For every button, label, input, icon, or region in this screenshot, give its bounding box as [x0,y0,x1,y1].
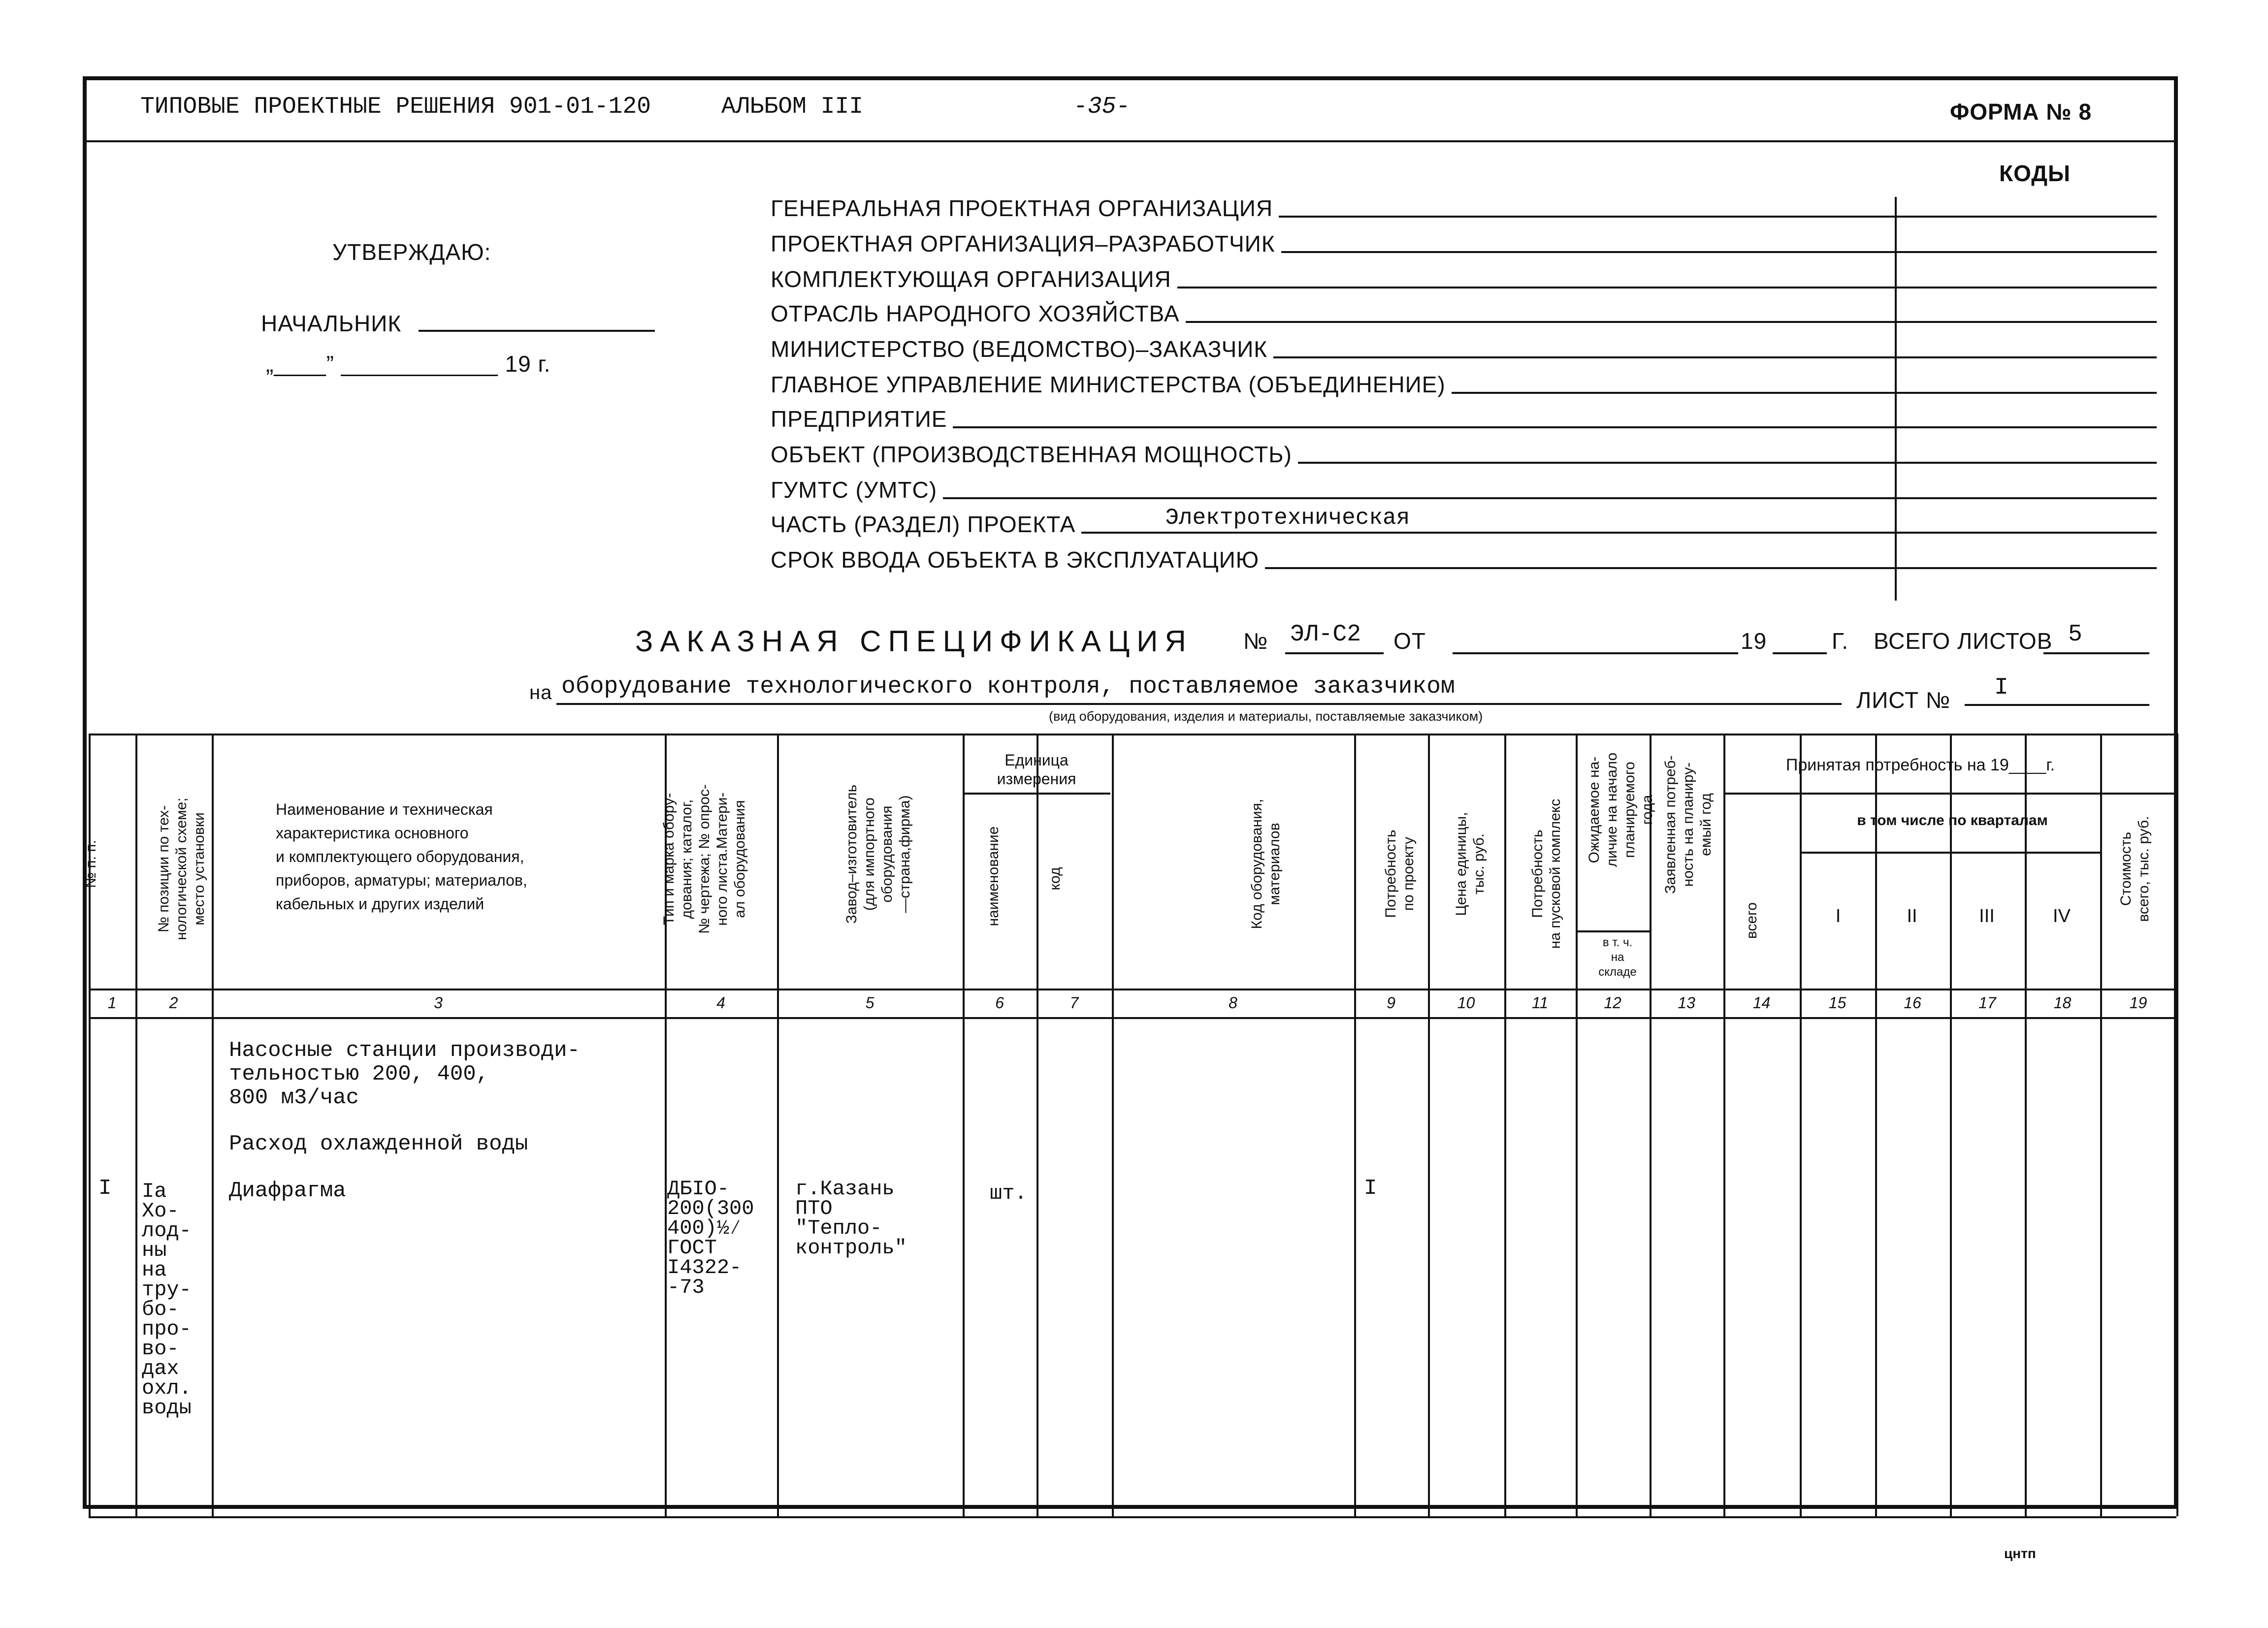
org-field-row [771,192,2157,222]
org-field-row [771,543,2157,573]
table-col-line [1112,734,1114,1516]
col7-header: код [1047,867,1063,891]
col16-header: II [1907,906,1917,926]
spec-year-label: 19 [1741,628,1767,654]
org-field-line[interactable] [1281,251,2157,253]
row1-num: I [98,1176,112,1201]
col19-header: Стоимость всего, тыс. руб. [2118,816,2152,922]
org-field-row [771,333,2157,362]
row1-position: Iа Хо- лод- ны на тру- бо- про- во- дах охл. воды [142,1180,192,1420]
org-field-line[interactable] [1177,287,2157,288]
spec-date-line [1453,652,1738,654]
row1-manufacturer: г.Казань ПТО "Тепло- контроль" [795,1177,907,1260]
row1-heading: Насосные станции производи- тельностью 200, 400, 800 м3/час [229,1038,580,1110]
column-number: 10 [1457,994,1475,1012]
column-number: 17 [1978,994,1996,1012]
org-field-label: ПРОЕКТНАЯ ОРГАНИЗАЦИЯ–РАЗРАБОТЧИК [771,231,1275,256]
table-col-line [777,734,779,1516]
column-number: 15 [1828,994,1847,1012]
org-field-label: ОБЪЕКТ (ПРОИЗВОДСТВЕННАЯ МОЩНОСТЬ) [771,442,1292,467]
col8-header: Код оборудования, материалов [1249,798,1283,929]
table-col-line [1875,734,1877,1516]
column-number: 13 [1678,994,1695,1012]
org-field-label: ГЛАВНОЕ УПРАВЛЕНИЕ МИНИСТЕРСТВА (ОБЪЕДИНЕНИЕ) [771,372,1446,397]
row1-name: Диафрагма [229,1179,346,1203]
column-number: 5 [865,994,875,1012]
spec-number-line [1285,652,1384,654]
org-field-row [771,474,2157,503]
column-number: 19 [2129,994,2147,1012]
codes-label: КОДЫ [1999,160,2071,186]
column-number: 18 [2053,994,2072,1012]
spec-subject-caption: (вид оборудования, изделия и материалы, поставляемые заказчиком) [1049,709,1483,724]
accepted-group-header: Принятая потребность на 19____г. [1785,756,2055,774]
table-bottom-border [89,1516,2176,1518]
form-number: ФОРМА № 8 [1950,99,2092,125]
column-number: 7 [1069,994,1079,1012]
org-field-line[interactable] [1298,462,2157,464]
col3-header: Наименование и техническая характеристика основного и комплектующего оборудования, приборов, арматуры; материалов, кабельных и других изделий [276,800,527,913]
series-title: ТИПОВЫЕ ПРОЕКТНЫЕ РЕШЕНИЯ 901-01-120 [140,94,651,120]
org-field-label: МИНИСТЕРСТВО (ВЕДОМСТВО)–ЗАКАЗЧИК [771,336,1268,362]
spec-subject-line [556,703,1842,705]
org-field-value: Электротехническая [1165,505,1410,531]
col4-header: Тип и марка обору- дования; каталог, № чертежа; № опрос- ного листа.Матери- ал оборудования [661,784,748,934]
spec-year-suffix: Г. [1832,628,1849,654]
codes-divider [1895,197,1897,601]
header-divider [83,140,2178,142]
spec-subject: оборудование технологического контроля, поставляемое заказчиком [561,673,1455,700]
row1-quantity: I [1364,1176,1377,1201]
org-field-row [771,403,2157,432]
org-field-label: КОМПЛЕКТУЮЩАЯ ОРГАНИЗАЦИЯ [771,266,1171,292]
column-number: 11 [1531,994,1549,1012]
spec-on-label: на [529,682,552,703]
org-field-line[interactable] [943,497,2157,499]
page-number: -35- [1073,94,1131,120]
spec-year-line [1773,652,1827,654]
column-number: 12 [1604,994,1621,1012]
org-field-line[interactable] [1273,356,2157,358]
org-field-line[interactable] [1265,567,2157,569]
column-number: 6 [995,994,1004,1012]
row1-type: ДБIО- 200(300 400)½⁄ ГОСТ I4322- -73 [667,1177,754,1299]
spec-sheet-line [1965,704,2149,706]
column-number: 14 [1752,994,1771,1012]
org-field-line[interactable] [1279,216,2157,218]
approval-date: „____” ____________ 19 г. [266,351,551,377]
table-top-border [89,734,2176,735]
col11-header: Потребность на пусковой комплекс [1529,798,1563,949]
spec-number: ЭЛ-С2 [1290,621,1361,648]
col13-header: Заявленная потреб- ность на планиру- емый год [1662,755,1714,894]
org-field-row [771,297,2157,327]
table-colnum-bottom [89,1017,2176,1019]
org-field-line[interactable] [1081,505,2157,534]
table-col-line [1037,734,1038,1516]
unit-group-header: Единица измерения [997,751,1076,788]
col5-header: Завод–изготовитель (для импортного оборудования —страна,фирма) [843,784,913,924]
column-number: 1 [107,994,117,1012]
spec-sheet: I [1994,674,2009,701]
org-field-line[interactable] [953,426,2157,428]
org-field-row [771,263,2157,292]
col15-header: I [1835,906,1841,926]
column-number: 16 [1904,994,1921,1012]
org-field-row [771,368,2157,398]
org-field-label: ГУМТС (УМТС) [771,477,938,503]
column-number: 4 [716,994,725,1012]
footer-stamp: цнтп [2004,1546,2036,1561]
org-field-label: ПРЕДПРИЯТИЕ [771,406,947,432]
table-col-line [2100,734,2102,1516]
chief-label: НАЧАЛЬНИК [261,311,402,336]
column-number: 9 [1387,994,1395,1012]
org-field-row [771,438,2157,468]
table-col-line [135,734,137,1516]
spec-from-label: ОТ [1393,628,1426,654]
approve-label: УТВЕРЖДАЮ: [332,239,491,265]
table-col-line [1950,734,1952,1516]
org-field-row [771,227,2157,257]
quarters-group-header: в том числе по кварталам [1857,812,2048,829]
col2-header: № позиции по тех- нологической схеме; место установки [156,798,207,940]
col17-header: III [1979,906,1995,926]
row1-unit: шт. [990,1181,1027,1205]
org-field-line[interactable] [1186,321,2157,323]
spec-total: 5 [2068,621,2082,648]
table-col-line [963,734,965,1516]
col6-header: наименование [985,826,1002,926]
spec-total-line [2043,652,2149,654]
quarters-group-line [1800,852,2100,854]
spec-title: ЗАКАЗНАЯ СПЕЦИФИКАЦИЯ [635,625,1193,658]
col18-header: IV [2053,906,2071,926]
table-col-line [1800,734,1802,1516]
column-number: 3 [434,994,443,1012]
org-field-line[interactable] [1452,392,2157,394]
spec-total-label: ВСЕГО ЛИСТОВ [1874,628,2053,654]
unit-group-line [963,793,1110,795]
org-field-row [771,505,2157,538]
spec-sheet-label: ЛИСТ № [1856,687,1951,713]
org-field-label: ГЕНЕРАЛЬНАЯ ПРОЕКТНАЯ ОРГАНИЗАЦИЯ [771,195,1273,221]
table-col-line [1354,734,1356,1516]
org-field-label: ОТРАСЛЬ НАРОДНОГО ХОЗЯЙСТВА [771,301,1180,326]
table-col-line [2025,734,2027,1516]
col12-subheader: в т. ч. на складе [1598,936,1637,979]
col12-header: Ожидаемое на- личие на начало планируемого года [1586,752,1655,867]
table-col-line [2176,734,2178,1516]
album-label: АЛЬБОМ III [721,94,864,120]
column-number: 8 [1229,994,1237,1012]
col9-header: Потребность по проекту [1383,830,1417,918]
col12-sub-line [1576,930,1650,932]
accepted-group-line [1723,793,2176,795]
column-number: 2 [169,994,178,1012]
chief-signature-line [419,330,655,332]
row1-subheading: Расход охлажденной воды [229,1132,528,1156]
org-field-label: СРОК ВВОДА ОБЪЕКТА В ЭКСПЛУАТАЦИЮ [771,547,1260,573]
col14-header: всего [1744,902,1760,939]
spec-number-label: № [1243,628,1268,654]
org-field-label: ЧАСТЬ (РАЗДЕЛ) ПРОЕКТА [771,511,1076,537]
col1-header: № п. п. [83,840,99,889]
col10-header: Цена единицы, тыс. руб. [1453,812,1487,916]
